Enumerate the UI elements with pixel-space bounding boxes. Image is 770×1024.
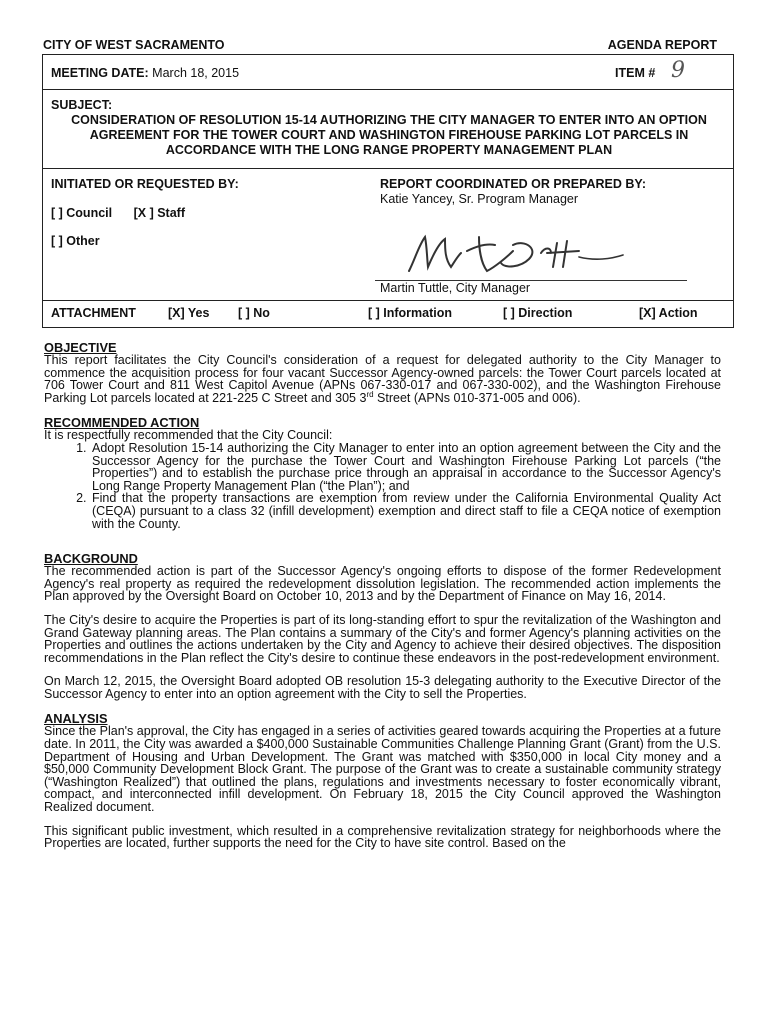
meeting-date-value: March 18, 2015 bbox=[152, 66, 240, 80]
city-manager-signature bbox=[395, 223, 625, 285]
analysis-section bbox=[44, 712, 721, 849]
initiated-label: INITIATED OR REQUESTED BY: bbox=[51, 177, 239, 191]
item-label: ITEM # bbox=[615, 66, 656, 80]
direction-checkbox: [ ] Direction bbox=[503, 306, 573, 320]
subject-label: SUBJECT: bbox=[51, 98, 113, 112]
report-info-box bbox=[42, 54, 734, 328]
analysis-paragraph: Since the Plan's approval, the City has engaged in a series of activities geared towards acquiring the Properties at a future date. In 2011, the City was awarded a $400,000 Sustainable Communities Challenge Planning Grant (Grant) from the U.S. Department of Housing and Urban Development. The Grant was matched with $350,000 in local City money and a $50,000 Community Development Block Grant. The purpose of the Grant was to create a sustainable community strategy (“Washington Realized”) that outlined the plans, regulations and investments necessary to foster economically vibrant, compact, and interconnected infill development. On February 18, 2015 the City Council approved the Washington Realized document. bbox=[44, 724, 721, 815]
analysis-paragraph: This significant public investment, which resulted in a comprehensive revitalization strategy for neighborhoods where the Properties are located, further supports the need for the City to have site control. Based on the bbox=[44, 823, 721, 851]
meeting-date bbox=[51, 66, 239, 80]
other-checkbox: [ ] Other bbox=[51, 234, 100, 248]
action-checkbox: [X] Action bbox=[639, 306, 698, 320]
report-body bbox=[44, 341, 721, 862]
recommended-list bbox=[44, 442, 721, 530]
background-heading: BACKGROUND bbox=[44, 551, 138, 567]
council-checkbox: [ ] Council bbox=[51, 206, 113, 220]
recommended-item: 1. Adopt Resolution 15-14 authorizing the City Manager to enter into an option agreement between the City and the Successor Agency for the purchase the Tower Court and Washington Firehouse Parking Lot parcels (“the Properties”) and to establish the purchase price through an appraisal in accordance to the Successor Agency's Long Range Property Management Plan (“the Plan”); and bbox=[90, 442, 721, 492]
objective-text: This report facilitates the City Council's consideration of a request for delegated authority to the City Manager to commence the acquisition process for four vacant Successor Agency-owned parcels: the Tower Court parcels located at 706 Tower Court and 811 West Capitol Avenue (APNs 067-330-017 and 067-330-002), and the Washington Firehouse Parking Lot parcels located at 221-225 C Street and 305 3rd Street (APNs 010-371-005 and 006). bbox=[44, 353, 721, 405]
recommended-action-section bbox=[44, 416, 721, 530]
report-header-row bbox=[43, 38, 721, 54]
divider bbox=[43, 89, 733, 90]
report-type: AGENDA REPORT bbox=[607, 38, 717, 52]
background-paragraph: The City's desire to acquire the Properties is part of its long-standing effort to spur the revitalization of the Washington and Grand Gateway planning areas. The Plan contains a summary of the City's and former Agency's planning activities on the Properties and outlines the actions undertaken by the City and Agency to achieve their desired objectives. The disposition recommendations in the Plan reflect the City's desire to continue these endeavors in the post-redevelopment environment. bbox=[44, 612, 721, 665]
preparer-name: Katie Yancey, Sr. Program Manager bbox=[380, 192, 579, 206]
city-name: CITY OF WEST SACRAMENTO bbox=[43, 38, 225, 52]
attachment-yes-checkbox: [X] Yes bbox=[168, 306, 210, 320]
recommended-item: 2. Find that the property transactions are exemption from review under the California Environmental Quality Act (CEQA) pursuant to a class 32 (infill development) exemption and direct staff to file a CEQA notice of exemption with the County. bbox=[90, 492, 721, 530]
item-number bbox=[615, 58, 685, 83]
item-number-handwritten: 9 bbox=[671, 58, 685, 83]
meeting-date-label: MEETING DATE: bbox=[51, 66, 149, 80]
staff-checkbox: [X ] Staff bbox=[133, 206, 185, 220]
information-checkbox: [ ] Information bbox=[368, 306, 453, 320]
approver-name: Martin Tuttle, City Manager bbox=[380, 281, 531, 295]
attachment-label: ATTACHMENT bbox=[51, 306, 136, 320]
background-paragraph: The recommended action is part of the Successor Agency's ongoing efforts to dispose of the former Redevelopment Agency's real property as required the redevelopment dissolution legislation. The recommended action implements the Plan approved by the Oversight Board on October 10, 2013 and by the Department of Finance on May 16, 2014. bbox=[44, 564, 721, 604]
recommended-intro: It is respectfully recommended that the City Council: bbox=[44, 428, 333, 443]
objective-section bbox=[44, 341, 721, 404]
objective-heading: OBJECTIVE bbox=[44, 340, 117, 355]
background-paragraph: On March 12, 2015, the Oversight Board adopted OB resolution 15-3 delegating authority to the Executive Director of the Successor Agency to enter into an option agreement with the City to sell the Properties. bbox=[44, 674, 721, 701]
attachment-no-checkbox: [ ] No bbox=[238, 306, 270, 320]
initiated-options bbox=[51, 206, 185, 220]
background-section bbox=[44, 552, 721, 700]
divider bbox=[43, 168, 733, 169]
subject-text: CONSIDERATION OF RESOLUTION 15-14 AUTHORIZING THE CITY MANAGER TO ENTER INTO AN OPTION AGREEMENT FOR THE TOWER COURT AND WASHINGTON FIREHOUSE PARKING LOT PARCELS IN ACCORDANCE WITH THE LONG RANGE PROPERTY MANAGEMENT PLAN bbox=[71, 113, 707, 157]
analysis-heading: ANALYSIS bbox=[44, 711, 108, 727]
coordinated-label: REPORT COORDINATED OR PREPARED BY: bbox=[380, 177, 646, 191]
recommended-action-heading: RECOMMENDED ACTION bbox=[44, 415, 200, 431]
divider bbox=[43, 300, 733, 301]
